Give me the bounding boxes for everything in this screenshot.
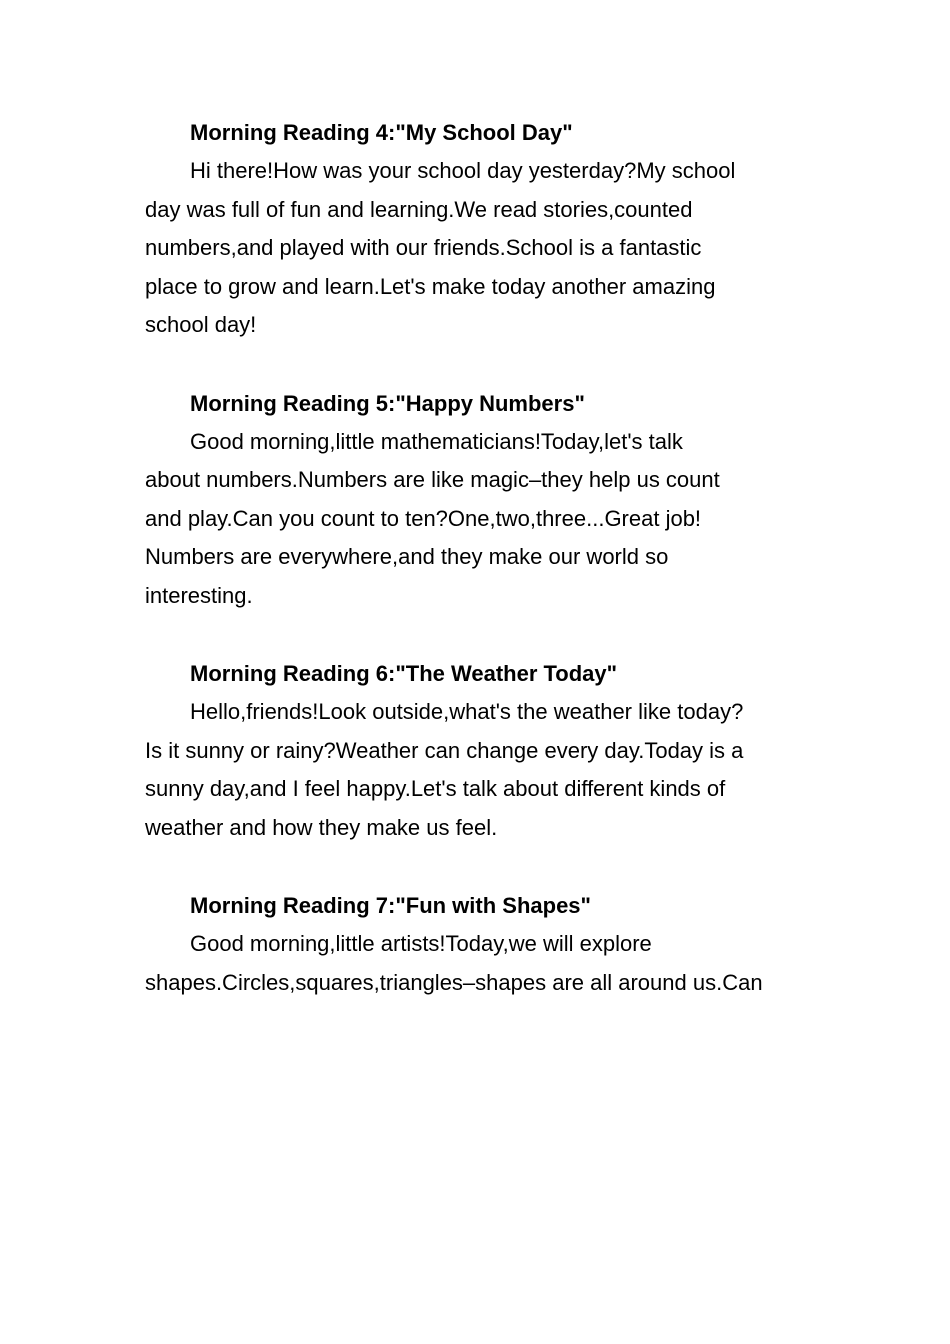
body-line: shapes.Circles,squares,triangles–shapes are all around us.Can	[145, 969, 763, 995]
body-line: sunny day,and I feel happy.Let's talk about different kinds of	[145, 776, 726, 801]
reading-section-6	[145, 655, 805, 847]
body-line: Numbers are everywhere,and they make our world so	[145, 544, 669, 569]
body-line: place to grow and learn.Let's make today another amazing	[145, 273, 716, 299]
section-body	[145, 152, 805, 345]
section-heading: Morning Reading 5:"Happy Numbers"	[190, 390, 585, 416]
body-line: day was full of fun and learning.We read stories,counted	[145, 196, 693, 222]
body-line: numbers,and played with our friends.School is a fantastic	[145, 235, 702, 260]
body-line: Good morning,little artists!Today,we will explore	[190, 931, 652, 956]
body-line: school day!	[145, 312, 257, 337]
body-line: weather and how they make us feel.	[145, 814, 498, 840]
section-heading: Morning Reading 6:"The Weather Today"	[190, 661, 618, 686]
body-line: Hello,friends!Look outside,what's the weather like today?	[190, 699, 744, 724]
body-line: and play.Can you count to ten?One,two,three...Great job!	[145, 505, 702, 531]
body-line: Good morning,little mathematicians!Today,let's talk	[190, 428, 683, 454]
body-line: about numbers.Numbers are like magic–they help us count	[145, 467, 720, 492]
section-body	[145, 693, 805, 847]
body-line: Is it sunny or rainy?Weather can change every day.Today is a	[145, 737, 744, 763]
section-body	[145, 925, 805, 1002]
body-line: interesting.	[145, 582, 253, 608]
reading-section-5	[145, 385, 805, 616]
document-page	[145, 114, 805, 1042]
section-body	[145, 423, 805, 616]
body-line: Hi there!How was your school day yesterday?My school	[190, 158, 736, 183]
section-heading: Morning Reading 7:"Fun with Shapes"	[190, 893, 591, 918]
reading-section-7	[145, 887, 805, 1002]
section-heading: Morning Reading 4:"My School Day"	[190, 120, 573, 145]
reading-section-4	[145, 114, 805, 345]
